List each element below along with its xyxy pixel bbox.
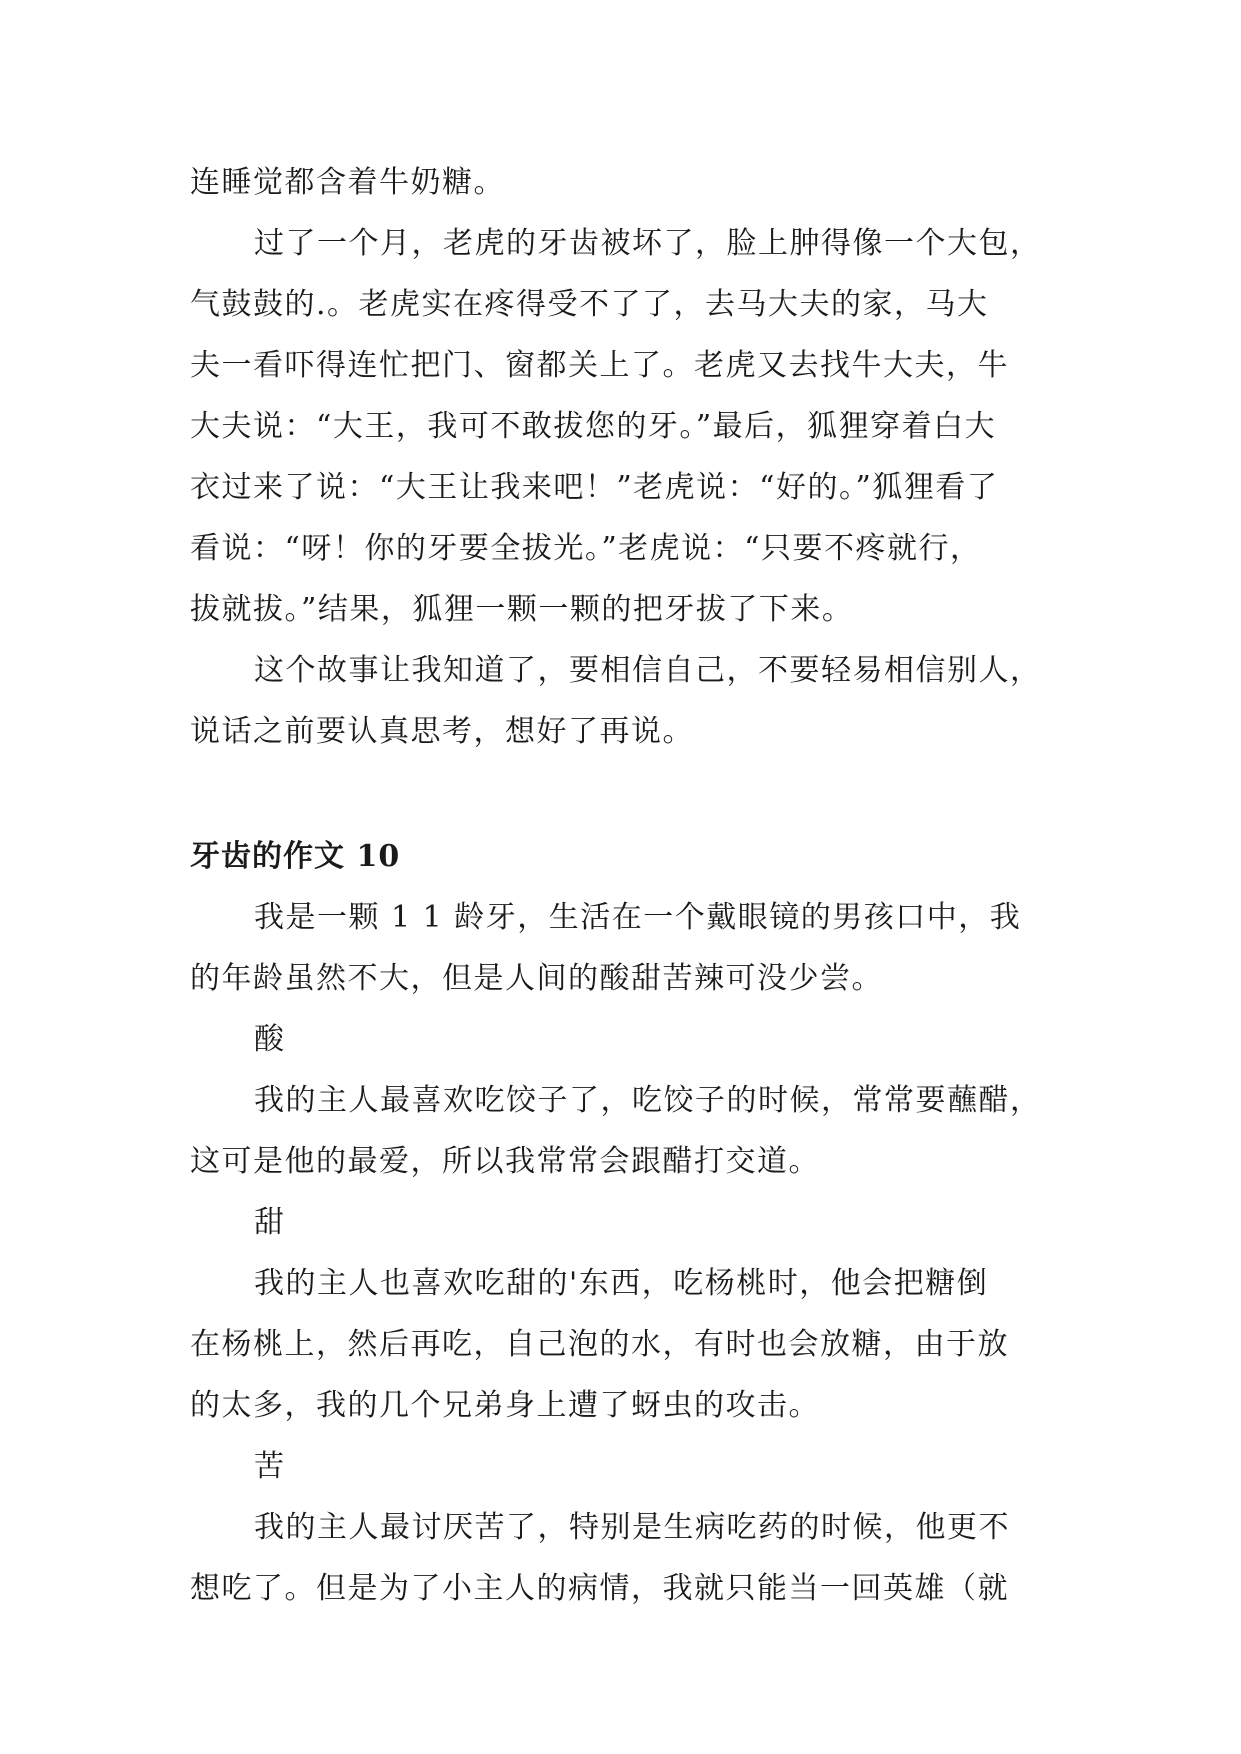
text-line: 想吃了。但是为了小主人的病情，我就只能当一回英雄（就 — [190, 1571, 1009, 1606]
text-line: 这个故事让我知道了，要相信自己，不要轻易相信别人， — [254, 653, 1042, 688]
text-line: 我的主人最喜欢吃饺子了，吃饺子的时候，常常要蘸醋， — [254, 1083, 1042, 1118]
text-line: 在杨桃上，然后再吃，自己泡的水，有时也会放糖，由于放 — [190, 1327, 1009, 1362]
text-line: 说话之前要认真思考，想好了再说。 — [190, 714, 694, 749]
text-line: 的太多，我的几个兄弟身上遭了蚜虫的攻击。 — [190, 1388, 820, 1423]
subheading-text: 苦 — [254, 1449, 286, 1484]
text-line: 看说：“呀！你的牙要全拔光。”老虎说：“只要不疼就行， — [190, 531, 982, 566]
text-line: 连睡觉都含着牛奶糖。 — [190, 165, 505, 200]
text-line: 夫一看吓得连忙把门、窗都关上了。老虎又去找牛大夫，牛 — [190, 348, 1009, 383]
subheading-text: 甜 — [254, 1205, 286, 1240]
paragraph-sour — [190, 1070, 1050, 1192]
paragraph-continuation — [190, 152, 1050, 213]
document-body — [190, 152, 1050, 1619]
text-line: 的年龄虽然不大，但是人间的酸甜苦辣可没少尝。 — [190, 961, 883, 996]
paragraph-sweet — [190, 1253, 1050, 1436]
subheading-sour — [190, 1009, 1050, 1070]
paragraph-moral — [190, 640, 1050, 762]
text-line: 这可是他的最爱，所以我常常会跟醋打交道。 — [190, 1144, 820, 1179]
text-line: 我是一颗 1 1 龄牙，生活在一个戴眼镜的男孩口中，我 — [254, 900, 1022, 935]
text-line: 气鼓鼓的.。老虎实在疼得受不了了，去马大夫的家，马大 — [190, 287, 989, 322]
section-title: 牙齿的作文 10 — [190, 839, 401, 874]
text-line: 过了一个月，老虎的牙齿被坏了，脸上肿得像一个大包， — [254, 226, 1042, 261]
subheading-sweet — [190, 1192, 1050, 1253]
text-line: 衣过来了说：“大王让我来吧！”老虎说：“好的。”狐狸看了 — [190, 470, 999, 505]
text-line: 拔就拔。”结果，狐狸一颗一颗的把牙拔了下来。 — [190, 592, 854, 627]
text-line: 大夫说：“大王，我可不敢拔您的牙。”最后，狐狸穿着白大 — [190, 409, 997, 444]
paragraph-tiger-story — [190, 213, 1050, 640]
paragraph-intro — [190, 887, 1050, 1009]
paragraph-bitter — [190, 1497, 1050, 1619]
text-line: 我的主人最讨厌苦了，特别是生病吃药的时候，他更不 — [254, 1510, 1010, 1545]
subheading-bitter — [190, 1436, 1050, 1497]
subheading-text: 酸 — [254, 1022, 286, 1057]
text-line: 我的主人也喜欢吃甜的'东西，吃杨桃时，他会把糖倒 — [254, 1266, 989, 1301]
